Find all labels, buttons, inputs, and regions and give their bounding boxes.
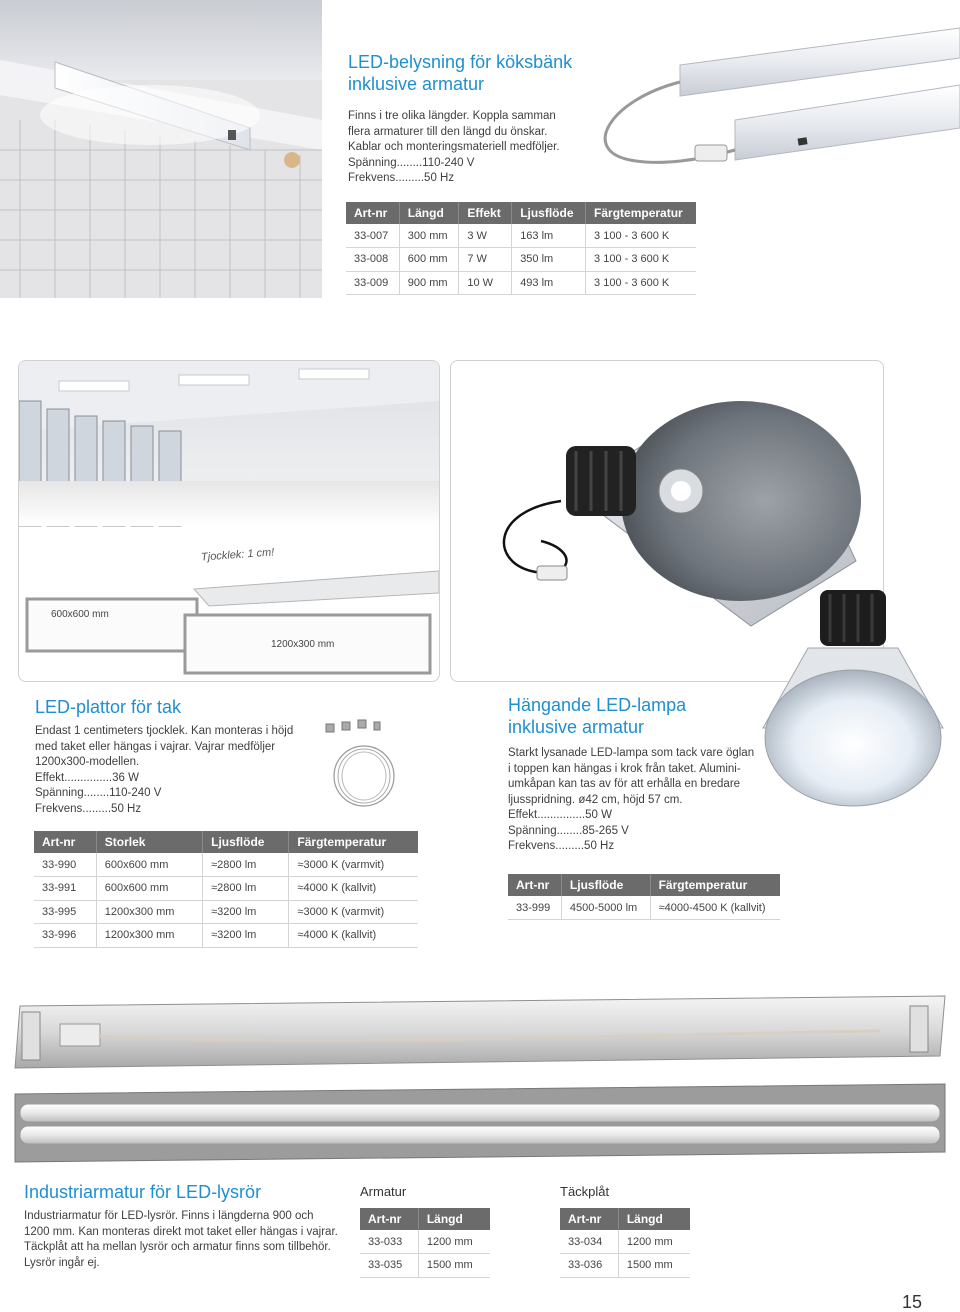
column-header: Ljusflöde (561, 874, 650, 896)
table-header-row (560, 1208, 690, 1230)
table-cell: 1200x300 mm (96, 900, 202, 924)
description-line: Frekvens.........50 Hz (508, 840, 615, 852)
description-line: Spänning........110-240 V (348, 156, 475, 169)
column-header: Art-nr (346, 202, 399, 224)
table-cell: 33-007 (346, 224, 399, 248)
hanging-lamp-spec-table (508, 874, 780, 920)
description-line: Industriarmatur för LED-lysrör. Finns i längderna 900 och (24, 1210, 314, 1222)
description-line: Effekt...............36 W (35, 771, 139, 784)
table-row (34, 900, 418, 924)
table-cell: 600x600 mm (96, 853, 202, 877)
table-cell: 350 lm (512, 248, 586, 272)
description-line: med taket eller hängas i vajrar. Vajrar medföljer (35, 740, 276, 753)
description-line: Kablar och monteringsmateriell medföljer. (348, 141, 560, 153)
table-cell: ≈2800 lm (203, 877, 289, 901)
table-row (34, 877, 418, 901)
thickness-label: Tjocklek: 1 cm! (200, 546, 275, 564)
description-line: Frekvens.........50 Hz (35, 802, 142, 815)
led-panel-title: LED-plattor för tak (35, 697, 182, 717)
table-header-row (508, 874, 780, 896)
table-row (34, 924, 418, 948)
description-line: Effekt...............50 W (508, 809, 612, 821)
table-header-row (346, 202, 696, 224)
table-cell: 33-999 (508, 896, 561, 920)
table-cell: 10 W (459, 271, 512, 295)
description-line: 1200 mm. Kan monteras direkt mot taket eller hängas i vajrar. (24, 1225, 338, 1238)
table-row (346, 271, 696, 295)
column-header: Färgtemperatur (650, 874, 780, 896)
column-header: Storlek (96, 831, 202, 853)
table-header-row (34, 831, 418, 853)
table-cell: 1200 mm (418, 1230, 490, 1254)
description-line: ljusspridning. ø42 cm, höjd 57 cm. (508, 793, 683, 806)
description-line: Spänning........110-240 V (35, 787, 162, 799)
led-tube-product-photo (540, 10, 960, 200)
table-cell: 33-008 (346, 248, 399, 272)
table-row (560, 1230, 690, 1254)
table-cell: ≈3200 lm (203, 924, 289, 948)
description-line: umkåpan kan tas av för att erhålla en bredare (508, 778, 741, 790)
table-cell: 33-990 (34, 853, 96, 877)
table-cell: 3 100 - 3 600 K (586, 271, 696, 295)
armatur-spec-table (360, 1208, 490, 1278)
table-cell: 33-996 (34, 924, 96, 948)
industrial-fixture-title: Industriarmatur för LED-lysrör (24, 1182, 262, 1202)
table-cell: ≈3200 lm (203, 900, 289, 924)
tackplat-label: Täckplåt (560, 1184, 610, 1199)
table-cell: 1500 mm (418, 1254, 490, 1278)
table-cell: 600x600 mm (96, 877, 202, 901)
table-cell: 493 lm (512, 271, 586, 295)
hanging-lamp-second-photo (758, 588, 948, 818)
description-line: Lysrör ingår ej. (24, 1256, 100, 1269)
table-cell: ≈3000 K (varmvit) (289, 900, 418, 924)
tackplat-spec-table (560, 1208, 690, 1278)
table-row (360, 1230, 490, 1254)
table-cell: 4500-5000 lm (561, 896, 650, 920)
led-panel-description (35, 724, 305, 817)
table-cell: 300 mm (399, 224, 459, 248)
led-panel-spec-table (34, 831, 418, 948)
table-cell: 1200 mm (618, 1230, 690, 1254)
table-cell: ≈3000 K (varmvit) (289, 853, 418, 877)
page-number: 15 (902, 1292, 923, 1312)
table-cell: 600 mm (399, 248, 459, 272)
table-row (34, 853, 418, 877)
table-cell: 3 W (459, 224, 512, 248)
table-cell: 7 W (459, 248, 512, 272)
table-cell: 900 mm (399, 271, 459, 295)
column-header: Ljusflöde (512, 202, 586, 224)
column-header: Art-nr (34, 831, 96, 853)
column-header: Längd (618, 1208, 690, 1230)
table-cell: 33-991 (34, 877, 96, 901)
industrial-fixture-photo (0, 976, 960, 1166)
column-header: Färgtemperatur (289, 831, 418, 853)
panel-size-1200x300-label: 1200x300 mm (271, 639, 335, 650)
column-header: Art-nr (560, 1208, 618, 1230)
led-panel-photo-frame (18, 360, 440, 682)
table-cell: ≈4000-4500 K (kallvit) (650, 896, 780, 920)
description-line: Starkt lysanade LED-lampa som tack vare öglan (508, 747, 755, 759)
table-row (560, 1254, 690, 1278)
column-header: Art-nr (508, 874, 561, 896)
table-cell: 33-036 (560, 1254, 618, 1278)
column-header: Art-nr (360, 1208, 418, 1230)
table-row (346, 224, 696, 248)
table-cell: ≈4000 K (kallvit) (289, 924, 418, 948)
description-line: 1200x300-modellen. (35, 756, 140, 768)
column-header: Ljusflöde (203, 831, 289, 853)
table-cell: 1500 mm (618, 1254, 690, 1278)
table-cell: ≈2800 lm (203, 853, 289, 877)
table-cell: ≈4000 K (kallvit) (289, 877, 418, 901)
table-row (360, 1254, 490, 1278)
kitchen-led-title: LED-belysning för köksbänk inklusive armatur (348, 52, 573, 94)
table-row (346, 248, 696, 272)
kitchen-led-spec-table (346, 202, 696, 295)
hanging-lamp-title: Hängande LED-lampa inklusive armatur (508, 695, 687, 737)
industrial-fixture-description (24, 1209, 354, 1271)
description-line: Spänning........85-265 V (508, 824, 629, 837)
table-header-row (360, 1208, 490, 1230)
column-header: Längd (418, 1208, 490, 1230)
panel-size-600x600-label: 600x600 mm (51, 609, 109, 620)
table-cell: 33-033 (360, 1230, 418, 1254)
table-cell: 33-035 (360, 1254, 418, 1278)
description-line: Täckplåt att ha mellan lysrör och armatur finns som tillbehör. (24, 1241, 331, 1253)
armatur-label: Armatur (360, 1184, 407, 1199)
wire-kit-photo (312, 718, 412, 814)
description-line: Endast 1 centimeters tjocklek. Kan monteras i höjd (35, 725, 294, 737)
kitchen-led-description (348, 109, 588, 187)
table-cell: 33-009 (346, 271, 399, 295)
hanging-lamp-description (508, 746, 768, 855)
table-row (508, 896, 780, 920)
description-line: Frekvens.........50 Hz (348, 172, 455, 184)
column-header: Effekt (459, 202, 512, 224)
table-cell: 163 lm (512, 224, 586, 248)
table-cell: 3 100 - 3 600 K (586, 224, 696, 248)
description-line: Finns i tre olika längder. Koppla samman (348, 110, 556, 122)
table-cell: 1200x300 mm (96, 924, 202, 948)
description-line: flera armaturer till den längd du önskar. (348, 125, 548, 138)
table-cell: 33-995 (34, 900, 96, 924)
table-cell: 3 100 - 3 600 K (586, 248, 696, 272)
column-header: Färgtemperatur (586, 202, 696, 224)
description-line: i toppen kan hängas i krok från taket. Alumini- (508, 762, 741, 775)
table-cell: 33-034 (560, 1230, 618, 1254)
column-header: Längd (399, 202, 459, 224)
kitchen-led-photo (0, 0, 322, 298)
